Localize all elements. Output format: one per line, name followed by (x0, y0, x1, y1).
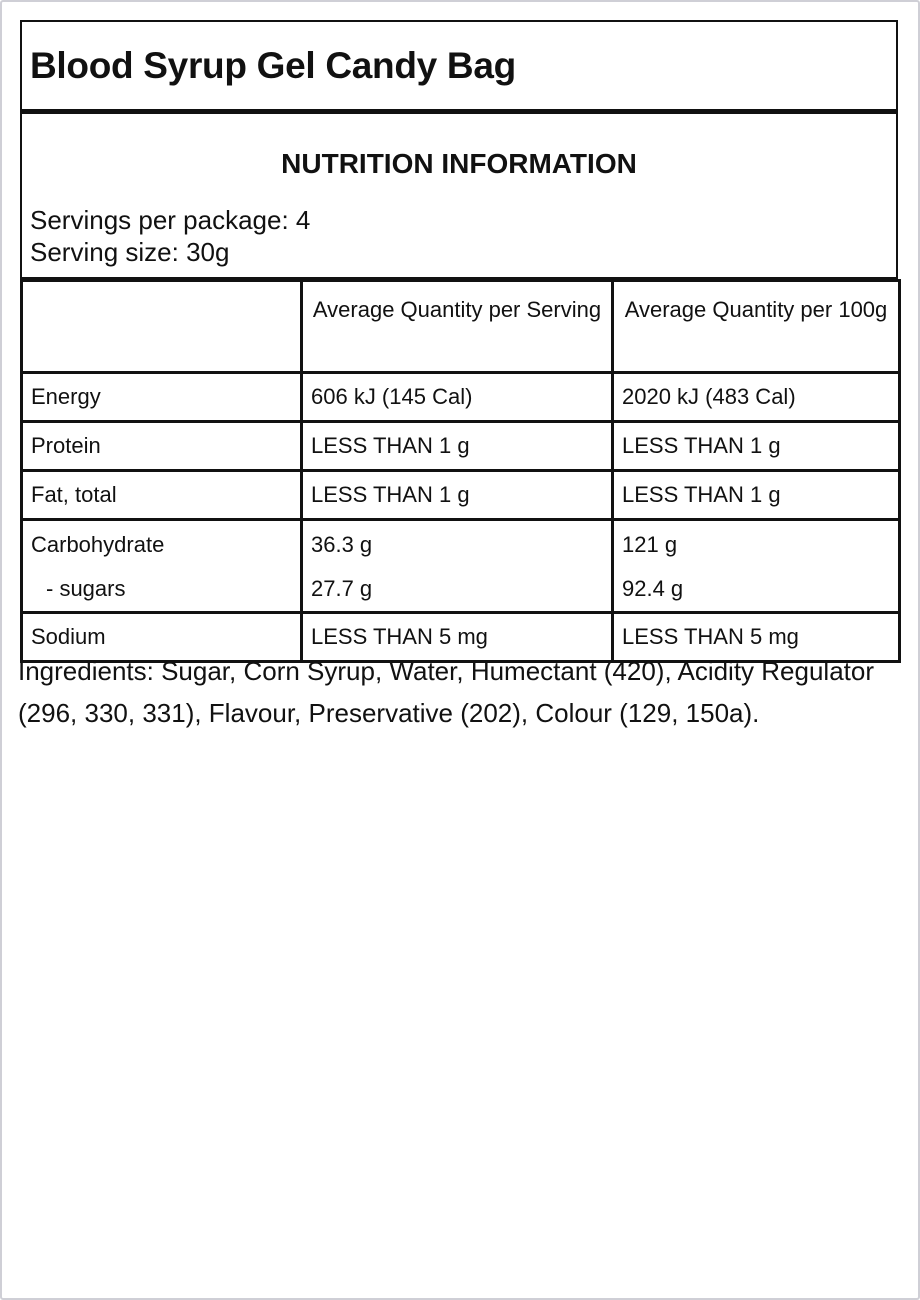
nutrient-name: Carbohydrate (31, 532, 165, 557)
panel-heading: NUTRITION INFORMATION (281, 148, 637, 179)
nutrition-label (20, 20, 898, 663)
per-serving-value: LESS THAN 1 g (302, 422, 613, 471)
per-100g-value: 121 g (622, 532, 678, 557)
nutrient-name: Sodium (22, 613, 302, 662)
table-row-carbohydrate (22, 520, 900, 613)
nutrient-name: Protein (22, 422, 302, 471)
per-serving-cell (302, 520, 613, 613)
table-header-row (22, 281, 900, 373)
per-100g-value: LESS THAN 5 mg (613, 613, 900, 662)
per-serving-value: LESS THAN 5 mg (302, 613, 613, 662)
table-row-energy (22, 373, 900, 422)
sub-per-100g-value: 92.4 g (622, 576, 684, 601)
sub-per-serving-value: 27.7 g (311, 576, 373, 601)
column-header-per-serving: Average Quantity per Serving (302, 281, 613, 373)
servings-per-package: Servings per package: 4 (30, 205, 311, 235)
ingredients-text: Ingredients: Sugar, Corn Syrup, Water, Humectant (420), Acidity Regulator (296, 330, 331), Flavour, Preservative (202), Colour (129, 150a). (18, 656, 875, 728)
table-row-protein (22, 422, 900, 471)
title-box (20, 20, 898, 111)
per-100g-cell (613, 520, 900, 613)
per-serving-value: 606 kJ (145 Cal) (302, 373, 613, 422)
per-100g-value: LESS THAN 1 g (613, 422, 900, 471)
nutrition-table (20, 279, 901, 663)
table-row-fat-total (22, 471, 900, 520)
serving-details (30, 204, 888, 268)
serving-info-box (20, 111, 898, 279)
nutrient-name: Fat, total (22, 471, 302, 520)
product-title: Blood Syrup Gel Candy Bag (30, 44, 516, 86)
per-serving-value: 36.3 g (311, 532, 373, 557)
column-header-per-100g: Average Quantity per 100g (613, 281, 900, 373)
nutrient-name-cell (22, 520, 302, 613)
per-100g-value: 2020 kJ (483 Cal) (613, 373, 900, 422)
sub-nutrient-name: - sugars (46, 576, 126, 601)
nutrient-name: Energy (22, 373, 302, 422)
serving-size: Serving size: 30g (30, 237, 230, 267)
per-serving-value: LESS THAN 1 g (302, 471, 613, 520)
column-header-nutrient (22, 281, 302, 373)
per-100g-value: LESS THAN 1 g (613, 471, 900, 520)
